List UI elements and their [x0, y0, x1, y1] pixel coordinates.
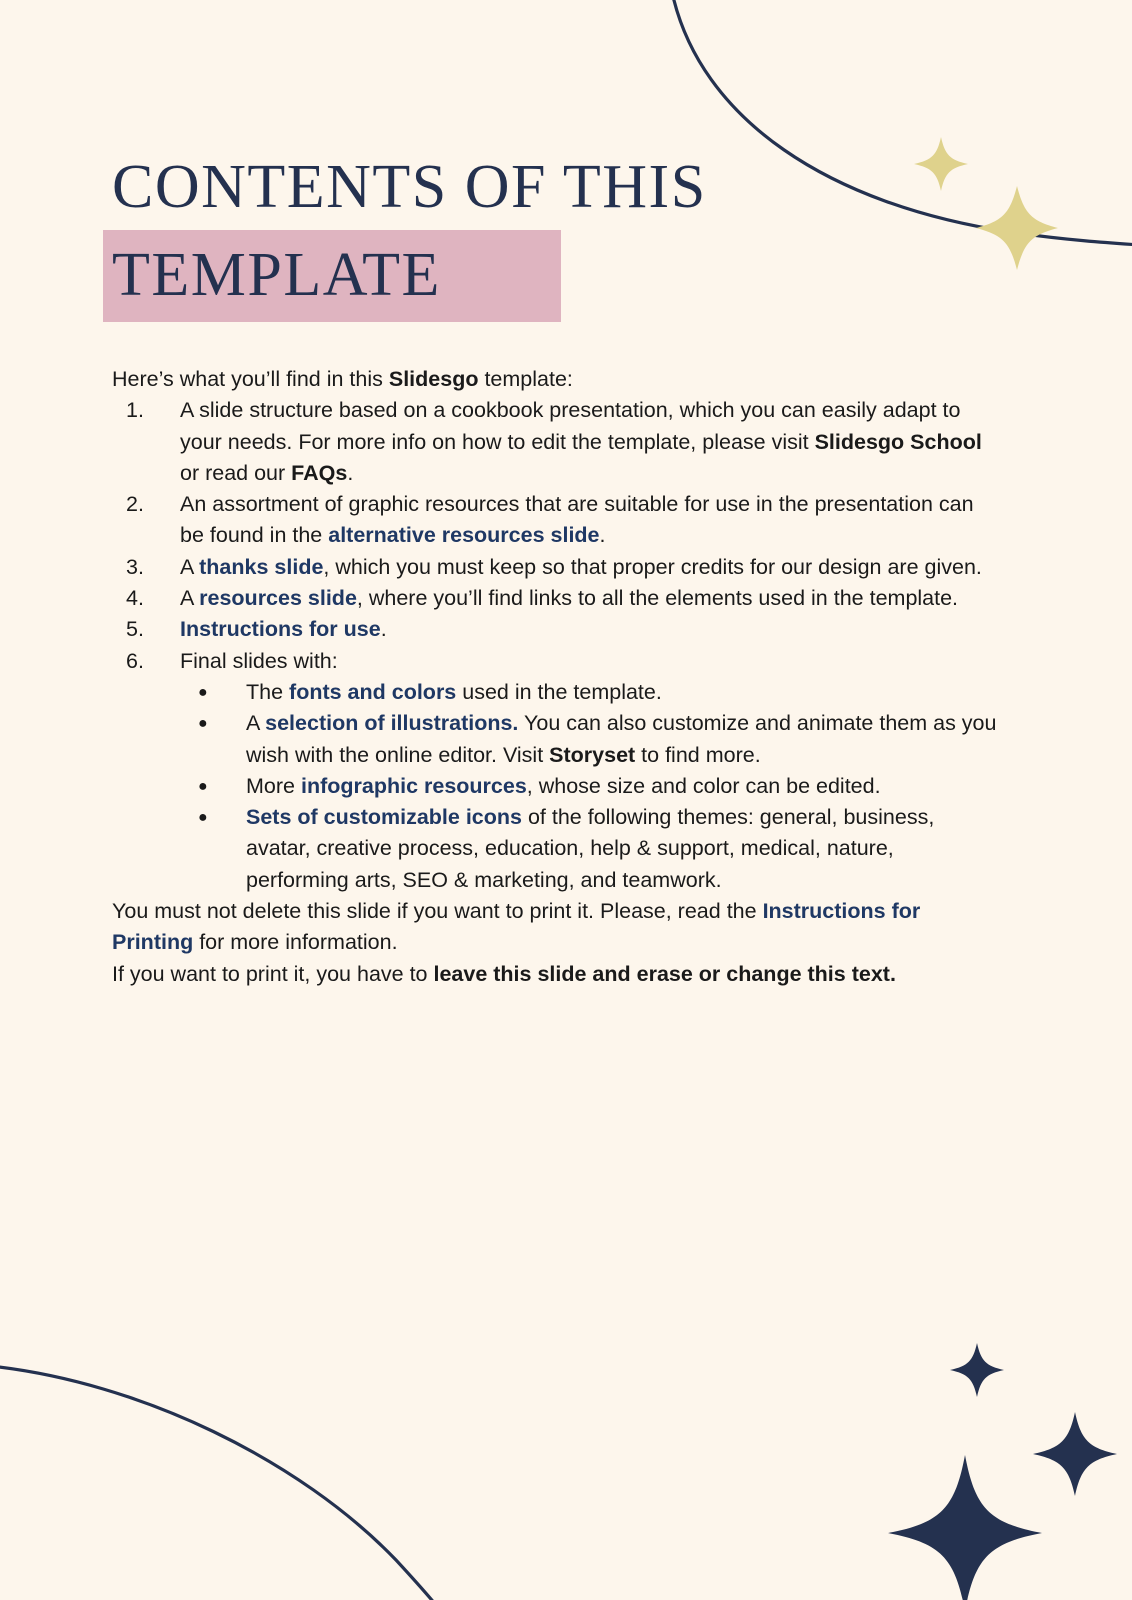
text-run: A slide structure based on a cookbook presentation, which you can easily adapt to your needs. For more info on how to edit the template, please visit	[180, 398, 961, 454]
emphasis-link[interactable]: thanks slide	[199, 554, 324, 579]
body-content	[112, 364, 1002, 990]
sparkle-navy-medium	[1033, 1412, 1117, 1496]
text-run: , whose size and color can be edited.	[526, 773, 881, 798]
emphasis-link[interactable]: resources slide	[199, 586, 357, 611]
lead-pre: Here’s what you’ll find in this	[112, 367, 389, 391]
emphasis-bold: Storyset	[549, 742, 636, 767]
closing-paragraphs	[112, 896, 1002, 990]
text-run: of the following themes: general, business, avatar, creative process, education, help & support, medical, nature, performing arts, SEO & marketing, and teamwork.	[246, 805, 935, 892]
lead-post: template:	[478, 367, 573, 391]
emphasis-link[interactable]: selection of illustrations.	[265, 711, 519, 736]
emphasis-link[interactable]: Sets of customizable icons	[246, 805, 522, 830]
sparkle-gold-large	[976, 186, 1058, 270]
bullet-icon: ●	[198, 683, 208, 701]
text-run: You can also customize and animate them as you wish with the online editor. Visit	[246, 711, 997, 767]
list-item-number: 1.	[126, 398, 144, 423]
text-run: .	[380, 617, 387, 642]
text-run: An assortment of graphic resources that are suitable for use in the presentation can be found in the	[180, 492, 974, 548]
lead-line	[112, 364, 1002, 395]
list-item-text	[180, 586, 958, 610]
list-item-number: 6.	[126, 648, 144, 673]
list-item	[112, 614, 1002, 645]
list-item-number: 3.	[126, 554, 144, 579]
title-line-2-highlighted: TEMPLATE	[103, 230, 561, 322]
text-run: A	[246, 711, 266, 736]
sparkle-navy-large	[888, 1455, 1042, 1600]
list-item-text	[246, 774, 881, 798]
emphasis-link[interactable]: Instructions for use	[180, 617, 381, 642]
text-run: .	[599, 523, 606, 548]
emphasis-link[interactable]: infographic resources	[300, 773, 527, 798]
list-item	[112, 646, 1002, 677]
numbered-list	[112, 395, 1002, 677]
list-item-text	[180, 555, 982, 579]
list-item-text	[180, 617, 387, 641]
closing-paragraph	[112, 896, 1002, 959]
list-item	[112, 395, 1002, 489]
list-item-text	[246, 711, 996, 766]
sparkle-gold-small	[914, 137, 968, 191]
text-run: Final slides with:	[180, 648, 338, 673]
text-run: You must not delete this slide if you want to print it. Please, read the	[112, 899, 763, 924]
list-item-text	[180, 398, 982, 485]
text-run: A	[180, 586, 200, 611]
lead-bold-term: Slidesgo	[388, 367, 479, 391]
sparkle-navy-small	[950, 1343, 1004, 1397]
bottom-left-curve	[0, 1366, 448, 1600]
emphasis-link[interactable]: alternative resources slide	[328, 523, 600, 548]
text-run: , where you’ll find links to all the elements used in the template.	[356, 586, 959, 611]
list-item	[112, 583, 1002, 614]
closing-paragraph	[112, 959, 1002, 990]
bulleted-sublist	[112, 677, 1002, 896]
list-item-text	[180, 492, 974, 547]
text-run: used in the template.	[456, 679, 662, 704]
emphasis-bold: leave this slide and erase or change this text.	[433, 961, 896, 986]
text-run: If you want to print it, you have to	[112, 961, 434, 986]
list-item-text	[246, 680, 662, 704]
text-run: , which you must keep so that proper credits for our design are given.	[323, 554, 982, 579]
list-item-text	[246, 805, 934, 892]
list-item	[112, 771, 1002, 802]
list-item	[112, 802, 1002, 896]
text-run: or read our	[180, 460, 292, 485]
list-item-number: 4.	[126, 586, 144, 611]
bullet-icon: ●	[198, 715, 208, 733]
text-run: The	[246, 679, 290, 704]
list-item	[112, 677, 1002, 708]
bullet-icon: ●	[198, 809, 208, 827]
list-item-number: 2.	[126, 492, 144, 517]
emphasis-link[interactable]: fonts and colors	[289, 679, 457, 704]
text-run: A	[180, 554, 200, 579]
bullet-icon: ●	[198, 777, 208, 795]
page-title	[103, 148, 863, 322]
list-item	[112, 489, 1002, 552]
emphasis-link[interactable]: Instructions for Printing	[112, 899, 921, 955]
emphasis-bold: Slidesgo School	[814, 429, 982, 454]
text-run: More	[246, 773, 301, 798]
text-run: to find more.	[635, 742, 761, 767]
list-item	[112, 708, 1002, 771]
list-item-text	[180, 649, 338, 673]
text-run: .	[347, 460, 354, 485]
emphasis-bold: FAQs	[291, 460, 348, 485]
title-line-1: CONTENTS OF THIS	[112, 153, 707, 221]
list-item-number: 5.	[126, 617, 144, 642]
text-run: for more information.	[193, 930, 398, 955]
list-item	[112, 552, 1002, 583]
